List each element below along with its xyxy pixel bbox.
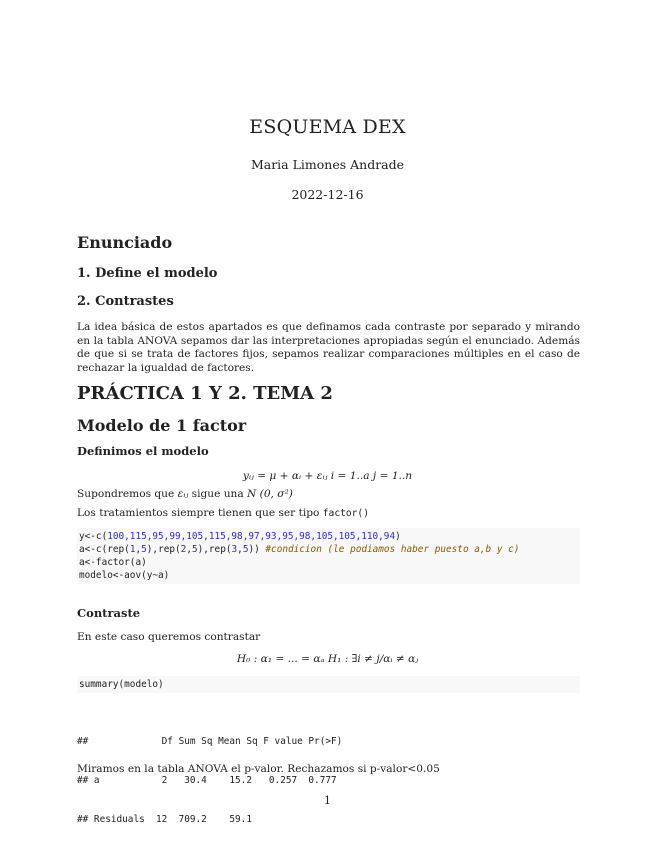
code-token: , (237, 544, 243, 555)
code-comment: #condicion (le podiamos haber puesto a,b y c) (265, 544, 520, 555)
heading-definimos-modelo: Definimos el modelo (77, 444, 209, 458)
inline-code-factor: factor() (322, 508, 369, 519)
code-line-summary: summary(modelo) (79, 679, 164, 690)
code-number: 2 (180, 544, 187, 555)
formula-hipotesis: H₀ : α₁ = ... = αₐ H₁ : ∃i ≠ j/αᵢ ≠ αⱼ (236, 653, 419, 665)
code-token: ),rep( (197, 544, 232, 555)
code-number: 1 (129, 544, 136, 555)
code-token: y<-c( (79, 531, 108, 542)
text-supondremos (77, 488, 293, 500)
doc-date: 2022-12-16 (291, 187, 364, 202)
anova-header: ## Df Sum Sq Mean Sq F value Pr(>F) (77, 736, 343, 747)
page-number: 1 (324, 794, 331, 807)
text-en-este-caso: En este caso queremos contrastar (77, 631, 261, 643)
anova-output (77, 709, 342, 852)
code-number: 5 (141, 544, 147, 555)
heading-contraste: Contraste (77, 606, 141, 620)
code-line-a (77, 543, 580, 556)
code-number: 3 (231, 544, 238, 555)
supondremos-text-a: Supondremos que (77, 488, 178, 500)
code-block-summary (77, 676, 580, 693)
code-line-y (77, 530, 580, 543)
code-block-modelo (77, 528, 580, 584)
code-line-aov: modelo<-aov(y~a) (79, 570, 170, 581)
heading-modelo-1-factor: Modelo de 1 factor (77, 416, 247, 435)
paragraph-contrastes: La idea básica de estos apartados es que definamos cada contraste por separado y mirando en la tabla ANOVA sepamos dar las interpretaciones apropiadas según el enunciado. Además de que si se trata de factores fijos, sepamos realizar comparaciones múltiples en el caso de rechazar la igualdad de factores. (77, 321, 580, 374)
supondremos-text-b: sigue una (188, 488, 248, 500)
formula-modelo: yᵢⱼ = μ + αᵢ + εᵢⱼ i = 1..a j = 1..n (242, 470, 413, 482)
anova-row-a: ## a 2 30.4 15.2 0.257 0.777 (77, 775, 337, 786)
code-number: 5 (191, 544, 198, 555)
heading-enunciado: Enunciado (77, 233, 173, 252)
code-token: )) (248, 544, 266, 555)
text-tratamientos (77, 507, 369, 519)
code-token: , (186, 544, 192, 555)
code-token: , (135, 544, 142, 555)
code-number: 5 (242, 544, 249, 555)
doc-title: ESQUEMA DEX (249, 116, 406, 138)
code-numbers: 100,115,95,99,105,115,98,97,93,95,98,105,105,110,94 (107, 531, 396, 542)
normal-distribution: N (0, σ²) (247, 488, 293, 500)
heading-contrastes: 2. Contrastes (77, 294, 174, 309)
code-token: a<-c(rep( (79, 544, 130, 555)
code-token: ),rep( (146, 544, 181, 555)
heading-practica: PRÁCTICA 1 Y 2. TEMA 2 (77, 383, 333, 404)
tratamientos-text: Los tratamientos siempre tienen que ser tipo (77, 507, 323, 519)
anova-row-residuals: ## Residuals 12 709.2 59.1 (77, 814, 252, 825)
doc-author: Maria Limones Andrade (250, 157, 405, 172)
code-token: ) (395, 531, 401, 542)
text-miramos: Miramos en la tabla ANOVA el p-valor. Rechazamos si p-valor<0.05 (77, 763, 440, 775)
epsilon-symbol: εᵢⱼ (177, 488, 189, 500)
code-line-factor: a<-factor(a) (79, 557, 147, 568)
heading-define-modelo: 1. Define el modelo (77, 266, 218, 281)
